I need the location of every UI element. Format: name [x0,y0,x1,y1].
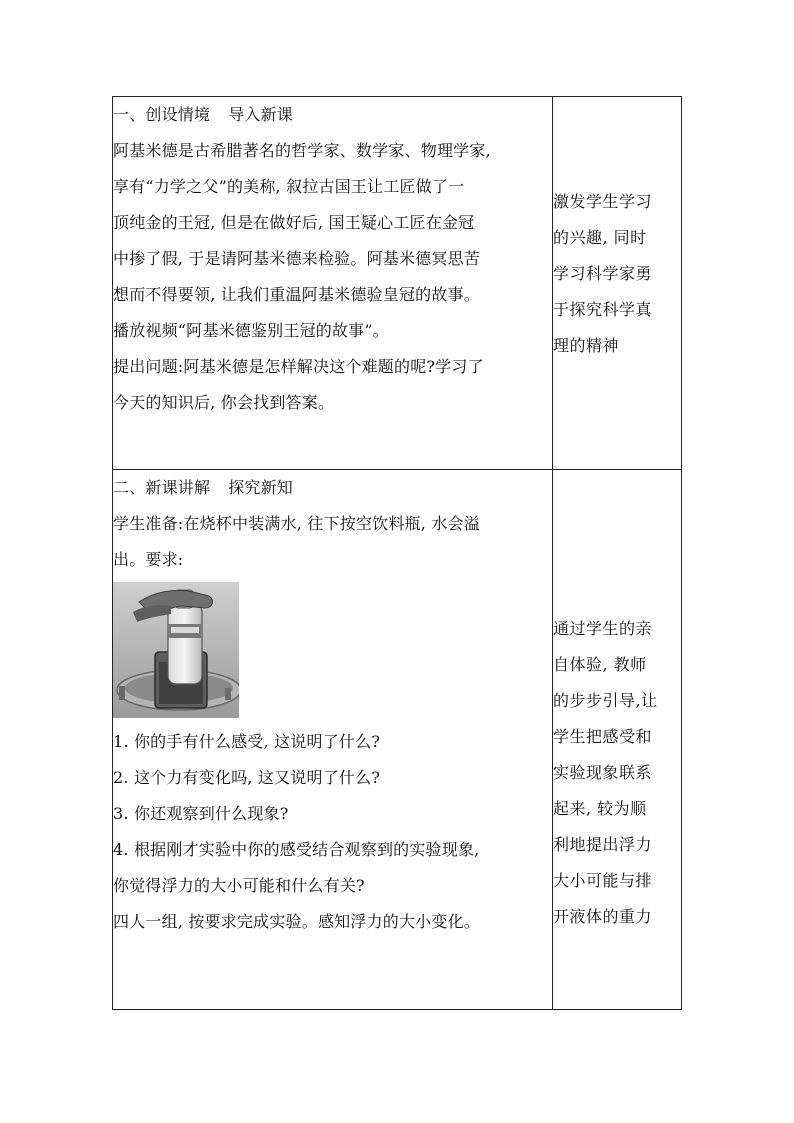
intent-line: 实验现象联系 [553,763,653,782]
intent-line: 起来, 较为顺 [553,799,647,818]
prep-text-line: 出。要求: [113,550,184,569]
intent-line: 学生把感受和 [553,727,653,746]
section-1-design-intent [553,97,682,470]
intent-line: 利地提出浮力 [553,835,653,854]
intent-line: 的兴趣, 同时 [553,228,647,247]
section-2-heading: 二、新课讲解 探究新知 [113,478,294,497]
section-1-text-line: 今天的知识后, 你会找到答案。 [113,393,335,412]
section-1-text-line: 播放视频“阿基米德鉴别王冠的故事”。 [113,321,389,340]
prep-text-line: 学生准备:在烧杯中装满水, 往下按空饮料瓶, 水会溢 [113,514,480,533]
experiment-photo [113,582,239,718]
intent-line: 大小可能与排 [553,871,653,890]
section-1-text-line: 提出问题:阿基米德是怎样解决这个难题的呢?学习了 [113,357,484,376]
intent-line: 自体验, 教师 [553,655,647,674]
question-line: 你觉得浮力的大小可能和什么有关? [113,876,365,895]
section-1-text-line: 顶纯金的王冠, 但是在做好后, 国王疑心工匠在金冠 [113,213,475,232]
intent-line: 学习科学家勇 [553,264,653,283]
section-1-text-line: 中掺了假, 于是请阿基米德来检验。阿基米德冥思苦 [113,249,480,268]
section-2-row [113,470,682,1010]
intent-line: 开液体的重力 [553,907,653,926]
question-line: 2. 这个力有变化吗, 这又说明了什么? [113,768,381,787]
intent-line: 通过学生的亲 [553,619,653,638]
intent-line: 的步步引导,让 [553,691,658,710]
section-1-text-line: 阿基米德是古希腊著名的哲学家、数学家、物理学家, [113,141,491,160]
section-1-text-line: 享有“力学之父”的美称, 叙拉古国王让工匠做了一 [113,177,465,196]
intent-line: 理的精神 [553,336,620,355]
question-line: 1. 你的手有什么感受, 这说明了什么? [113,732,381,751]
section-1-content [113,97,553,470]
question-line: 四人一组, 按要求完成实验。感知浮力的大小变化。 [113,912,480,931]
intent-line: 激发学生学习 [553,192,653,211]
intent-line: 于探究科学真 [553,300,653,319]
question-line: 3. 你还观察到什么现象? [113,804,289,823]
section-1-heading: 一、创设情境 导入新课 [113,105,294,124]
section-2-design-intent [553,470,682,1010]
section-1-row [113,97,682,470]
section-2-content [113,470,553,1010]
question-line: 4. 根据刚才实验中你的感受结合观察到的实验现象, [113,840,480,859]
section-1-text-line: 想而不得要领, 让我们重温阿基米德验皇冠的故事。 [113,285,480,304]
lesson-plan-table [112,96,682,1010]
